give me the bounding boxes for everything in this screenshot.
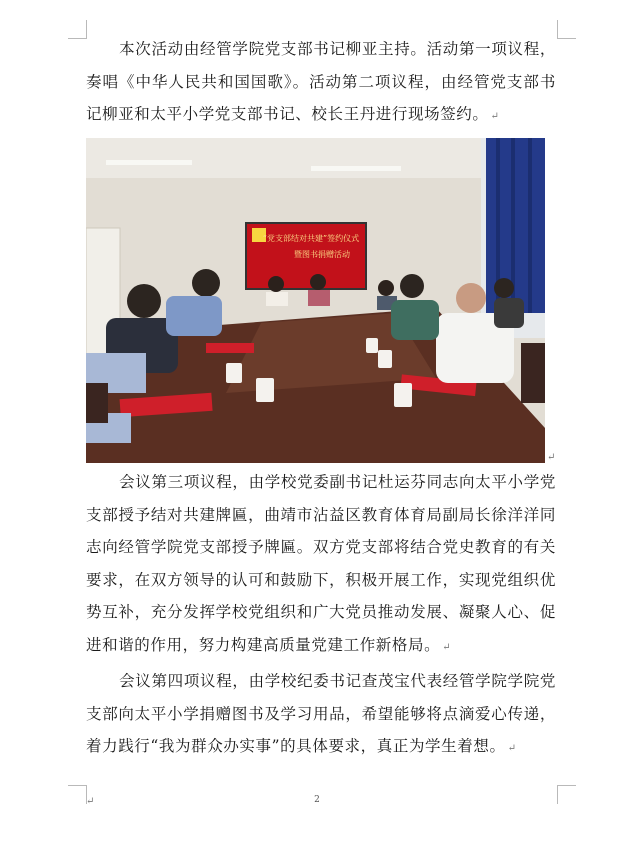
footer-paragraph-mark: ↵ [86,796,95,807]
meeting-photo[interactable] [86,138,545,463]
paragraph-3[interactable] [86,665,556,766]
paragraph-1[interactable] [86,33,556,134]
paragraph-3-text: 会议第四项议程，由学校纪委书记查茂宝代表经管学院学院党支部向太平小学捐赠图书及学习用品，希望能够将点滴爱心传递，着力践行“我为群众办实事”的具体要求，真正为学生着想。 [86,672,556,755]
page-number: 2 [314,795,320,805]
meeting-photo-illustration [86,138,545,463]
banner-line-2: 暨图书捐赠活动 [294,250,350,259]
photo-paragraph-mark: ↵ [547,452,556,463]
paragraph-mark: ↵ [442,641,452,653]
paragraph-mark: ↵ [507,743,517,754]
paragraph-mark: ↵ [490,111,500,122]
paragraph-2-text: 会议第三项议程，由学校党委副书记杜运芬同志向太平小学党支部授予结对共建牌匾，曲靖市沾益区教育体育局副局长徐洋洋同志向经管学院党支部授予牌匾。双方党支部将结合党史教育的有关要求，在双方领导的认可和鼓励下，积极开展工作，实现党组织优势互补，充分发挥学校党组织和广大党员推动发展、凝聚人心、促进和谐的作用，努力构建高质量党建工作新格局。 [86,473,556,654]
crop-mark-top-right [557,20,576,39]
crop-mark-bottom-right [557,785,576,804]
paragraph-2[interactable] [86,466,556,664]
crop-mark-bottom-left [68,785,87,804]
banner-line-1: “党支部结对共建”签约仪式 [262,234,360,243]
paragraph-1-text: 本次活动由经管学院党支部书记柳亚主持。活动第一项议程，奏唱《中华人民共和国国歌》。活动第二项议程，由经管党支部书记柳亚和太平小学党支部书记、校长王丹进行现场签约。 [86,40,556,123]
crop-mark-top-left [68,20,87,39]
